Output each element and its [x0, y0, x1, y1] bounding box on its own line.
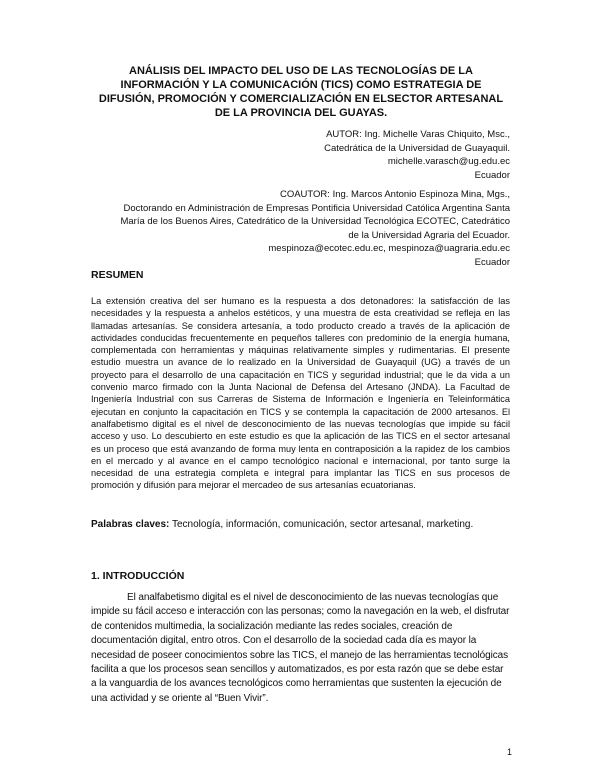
introduction-heading: 1. INTRODUCCIÓN: [91, 570, 185, 582]
keywords-label: Palabras claves:: [91, 519, 170, 530]
coauthor-block: [80, 188, 510, 269]
coauthor-affiliation-line: de la Universidad Agraria del Ecuador.: [348, 229, 510, 241]
author-block: [80, 128, 510, 182]
coauthor-name: COAUTOR: Ing. Marcos Antonio Espinoza Mina, Mgs.,: [279, 189, 510, 200]
title-line: ANÁLISIS DEL IMPACTO DEL USO DE LAS TECNOLOGÍAS DE LA: [129, 65, 473, 77]
author-country: Ecuador: [474, 169, 510, 181]
coauthor-country: Ecuador: [474, 256, 510, 268]
coauthor-affiliation-line: Doctorando en Administración de Empresas Pontificia Universidad Católica Argentina Santa: [123, 202, 510, 214]
resumen-heading: RESUMEN: [91, 269, 144, 281]
keywords-text: Tecnología, información, comunicación, sector artesanal, marketing.: [169, 519, 474, 530]
author-affiliation: Catedrática de la Universidad de Guayaquil.: [324, 142, 510, 154]
author-email: michelle.varasch@ug.edu.ec: [387, 156, 510, 167]
paper-title: [90, 64, 512, 120]
title-line: INFORMACIÓN Y LA COMUNICACIÓN (TICS) COMO ESTRATEGIA DE: [120, 79, 482, 91]
coauthor-email: mespinoza@ecotec.edu.ec, mespinoza@uagraria.edu.ec: [268, 243, 510, 254]
keywords: [91, 518, 510, 532]
author-name: AUTOR: Ing. Michelle Varas Chiquito, Msc.,: [326, 129, 510, 140]
title-line: DE LA PROVINCIA DEL GUAYAS.: [214, 107, 388, 119]
introduction-paragraph: El analfabetismo digital es el nivel de desconocimiento de las nuevas tecnologías que impide su fácil acceso e interacción con las personas; como la navegación en la web, el disfrutar de contenidos multimedia, la socialización mediante las redes sociales, creación de documentación digital, entro otros. Con el desarrollo de la sociedad cada día es mayor la necesidad de poseer conocimientos sobre las TICS, el manejo de las herramientas tecnológicas facilita a que los procesos sean sencillos y automatizados, es por esta razón que se debe estar a la vanguardia de los avances tecnológicos como herramientas que sustenten la ejecución de una actividad y se oriente al “Buen Vivir”.: [91, 592, 510, 704]
page-number: 1: [506, 747, 512, 757]
title-line: DIFUSIÓN, PROMOCIÓN Y COMERCIALIZACIÓN EN ELSECTOR ARTESANAL: [98, 93, 504, 105]
abstract-paragraph: La extensión creativa del ser humano es la respuesta a dos detonadores: la satisfacción de las necesidades y la respuesta a anhelos estéticos, y una muestra de esta creatividad se refleja en las llamadas artesanías. Se considera artesanía, a todo producto creado a través de la aplicación de actividades conducidas frecuentemente en pequeños talleres con predominio de la energía humana, complementada con herramientas y máquinas relativamente simples y rudimentarias. El presente estudio muestra un avance de lo realizado en la Universidad de Guayaquil (UG) a través de un proyecto para el desarrollo de una capacitación en TICS y seguridad industrial; que le da vida a un convenio marco firmado con la Junta Nacional de Defensa del Artesano (JNDA). La Facultad de Ingeniería Industrial con sus Carreras de Sistema de Información e Ingeniería en Teleinformática ejecutan en conjunto la capacitación en TICS y se contempla la capacitación de 2000 artesanos. El analfabetismo digital es el nivel de desconocimiento de las nuevas tecnologías que impide su fácil acceso y uso. Lo descubierto en este estudio es que la aplicación de las TICS en el sector artesanal es un proceso que está avanzando de forma muy lenta en contraposición a la rapidez de los cambios en el mercado y al avance en el campo tecnológico nacional e internacional, por tanto surge la necesidad de una estrategia completa e integral para implantar las TICS en sus procesos de promoción y difusión para mejorar el mercadeo de sus artesanías ecuatorianas.: [91, 296, 510, 491]
coauthor-affiliation-line: María de los Buenos Aires, Catedrático de la Universidad Tecnológica ECOTEC, Catedrático: [120, 216, 510, 227]
